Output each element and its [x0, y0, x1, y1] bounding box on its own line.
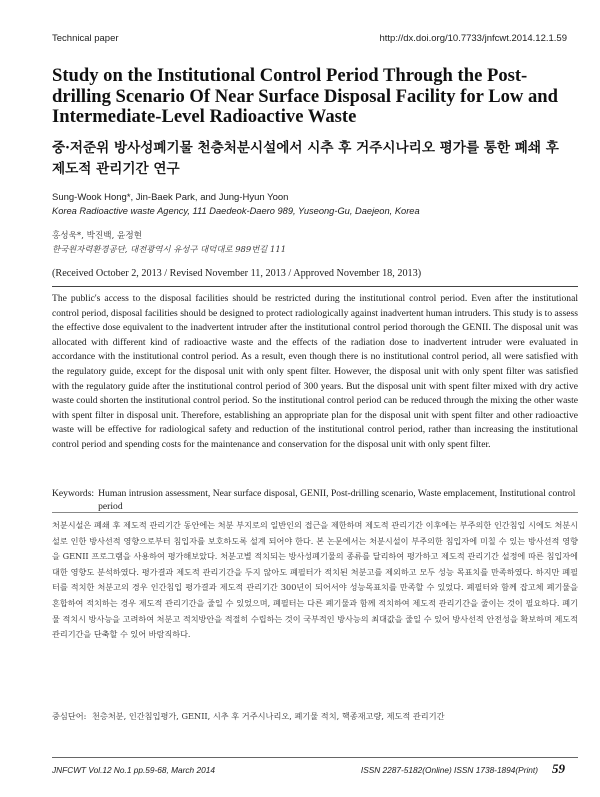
divider-top — [52, 286, 578, 287]
divider-middle — [52, 512, 578, 513]
keywords-korean-text: 천층처분, 인간침입평가, GENII, 시추 후 거주시나리오, 폐기물 적치, 핵종재고량, 제도적 관리기간 — [92, 711, 445, 721]
author-list: Sung-Wook Hong*, Jin-Baek Park, and Jung-Hyun Yoon — [52, 192, 289, 203]
abstract-english: The public's access to the disposal facilities should be restricted during the institutional control period. Even after the institutional control period, disposal facilities should be designed to protect radiologically against inadvertent human intruders. This study is to assess the effective dose equivalent to the inadvertent intruder after the institutional control period thorough the GENII. The disposal unit was allocated with different kind of radioactive waste and the effects of the radiation dose to inadvertent intruder were evaluated in accordance with the institutional control period. As a result, even though there is no institutional control period, all were satisfied with the regulatory guide, except for the disposal unit with only spent filter. However, the disposal unit with only spent filter was satisfied with the regulatory guide after the institutional control period of 300 years. But the disposal unit with spent filter mixed with dry active waste could shorten the institutional control period. So the institutional control period can be reduced through the mixing the other waste with spent filter in disposal unit. Therefore, establishing an appropriate plan for the disposal unit with spent filter and other radioactive waste will be effective for radiological safety and reduction of the institutional control period, rather than increasing the institutional control period and spending costs for the maintenance and conservation for the disposal unit with only spent filter. — [52, 293, 578, 450]
abstract-korean: 처분시설은 폐쇄 후 제도적 관리기간 동안에는 처분 부지로의 일반인의 접근을 제한하며 제도적 관리기간 이후에는 부주의한 인간침입 시에도 처분시설로 인한 방사선적 영향으로부터 침입자를 보호하도록 설계 되어야 한다. 본 논문에서는 처분시설이 부주의한 침입자에 미칠 수 있는 방사선적 영향을 GENII 프로그램을 사용하여 평가해보았다. 처분고별 적치되는 방사성폐기물의 종류를 달리하여 평가하고 제도적 관리기간 설정에 따른 침입자에 대한 영향도 분석하였다. 평가결과 제도적 관리기간을 두지 않아도 폐필터가 적치된 처분고를 제외하고 모두 성능 목표치를 만족하였다. 하지만 폐필터를 적치한 처분고의 경우 인간침입 평가결과 제도적 관리기간 300년이 되어서야 성능목표치를 만족할 수 있었다. 폐필터와 함께 잡고체 폐기물을 혼합하여 적치하는 경우 제도적 관리기간을 줄일 수 있었으며, 폐필터는 다른 폐기물과 함께 적치하여 제도적 관리기간을 줄이는 것이 필요하다. 폐기물 적치시 방사능을 고려하여 처분고 적치방안을 적절히 수립하는 것이 국부적인 방사능의 최대값을 줄일 수 있어 방사선적 안전성을 확보하며 제도적 관리기간을 단축할 수 있어 바람직하다. — [52, 520, 578, 640]
keywords-korean — [52, 711, 578, 722]
keywords-label: Keywords: — [52, 488, 95, 499]
issn-info: ISSN 2287-5182(Online) ISSN 1738-1894(Print) — [360, 765, 538, 775]
paper-type: Technical paper — [52, 33, 119, 44]
author-affiliation-korean: 한국원자력환경공단, 대전광역시 유성구 대덕대로 989번길 111 — [52, 244, 287, 254]
keywords-korean-label: 중심단어: — [52, 711, 87, 721]
paper-title: Study on the Institutional Control Period Through the Post-drilling Scenario Of Near Surface Disposal Facility for Low and Intermediate-Level Radioactive Waste — [52, 65, 558, 127]
received-dates: (Received October 2, 2013 / Revised November 11, 2013 / Approved November 18, 2013) — [52, 268, 422, 279]
divider-footer — [52, 757, 578, 758]
page-number: 59 — [552, 761, 565, 776]
author-affiliation: Korea Radioactive waste Agency, 111 Daedeok-Daero 989, Yuseong-Gu, Daejeon, Korea — [52, 206, 420, 216]
keywords-text: Human intrusion assessment, Near surface disposal, GENII, Post-drilling scenario, Waste emplacement, Institutional control period — [98, 488, 576, 512]
doi-link[interactable]: http://dx.doi.org/10.7733/jnfcwt.2014.12.1.59 — [379, 33, 567, 44]
keywords-english — [52, 487, 578, 513]
paper-title-korean: 중·저준위 방사성폐기물 천층처분시설에서 시추 후 거주시나리오 평가를 통한 폐쇄 후 제도적 관리기간 연구 — [52, 140, 559, 177]
author-list-korean: 홍성욱*, 박진백, 윤정현 — [52, 231, 142, 241]
journal-citation: JNFCWT Vol.12 No.1 pp.59-68, March 2014 — [52, 765, 215, 775]
